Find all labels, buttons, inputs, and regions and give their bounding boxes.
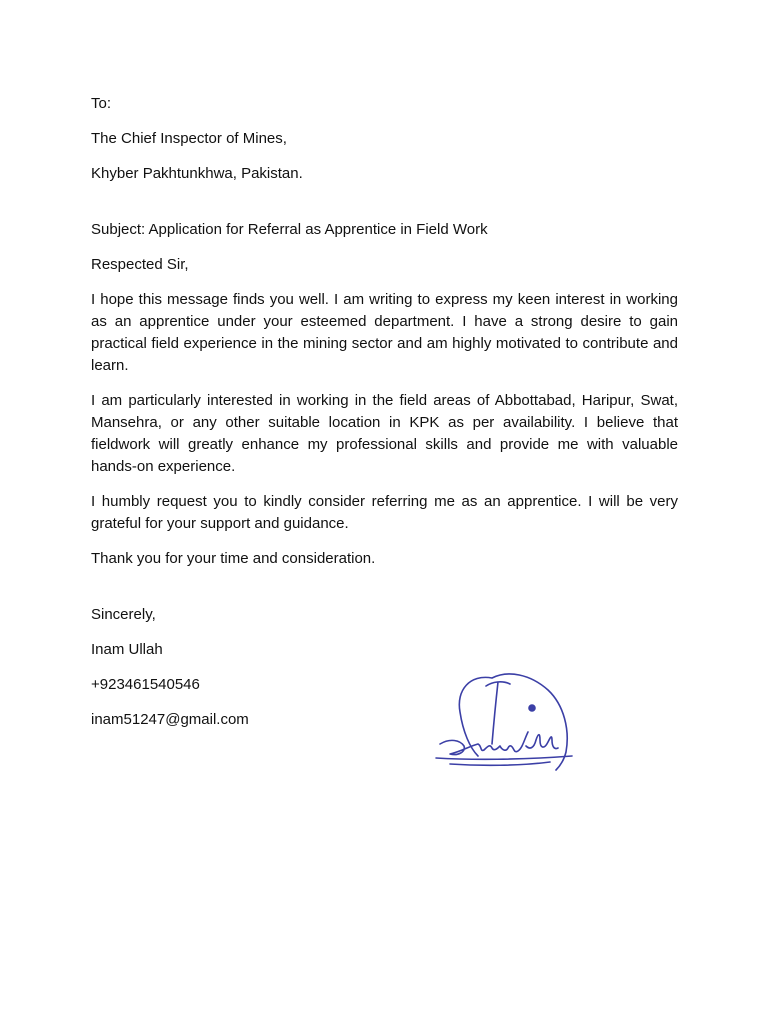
paragraph-request: I humbly request you to kindly consider referring me as an apprentice. I will be very grateful for your support and guidance. [91,493,678,532]
to-label: To: [91,95,112,112]
letter-body [91,93,678,731]
salutation: Respected Sir, [91,256,189,273]
subject-line: Subject: Application for Referral as Apprentice in Field Work [91,221,488,238]
recipient-title: The Chief Inspector of Mines, [91,130,287,147]
sender-email: inam51247@gmail.com [91,711,249,728]
sender-name: Inam Ullah [91,641,163,658]
paragraph-thanks: Thank you for your time and consideration. [91,550,376,567]
paragraph-locations: I am particularly interested in working in the field areas of Abbottabad, Haripur, Swat, Mansehra, or any other suitable location in KPK as per availability. I believe that fieldwork will greatly enhance my professional skills and provide me with valuable hands-on experience. [91,392,678,475]
paragraph-intro: I hope this message finds you well. I am writing to express my keen interest in working as an apprentice under your esteemed department. I have a strong desire to gain practical field experience in the mining sector and am highly motivated to contribute and learn. [91,291,678,374]
closing: Sincerely, [91,606,156,623]
recipient-location: Khyber Pakhtunkhwa, Pakistan. [91,165,303,182]
handwritten-signature [430,660,580,775]
sender-phone: +923461540546 [91,676,200,693]
